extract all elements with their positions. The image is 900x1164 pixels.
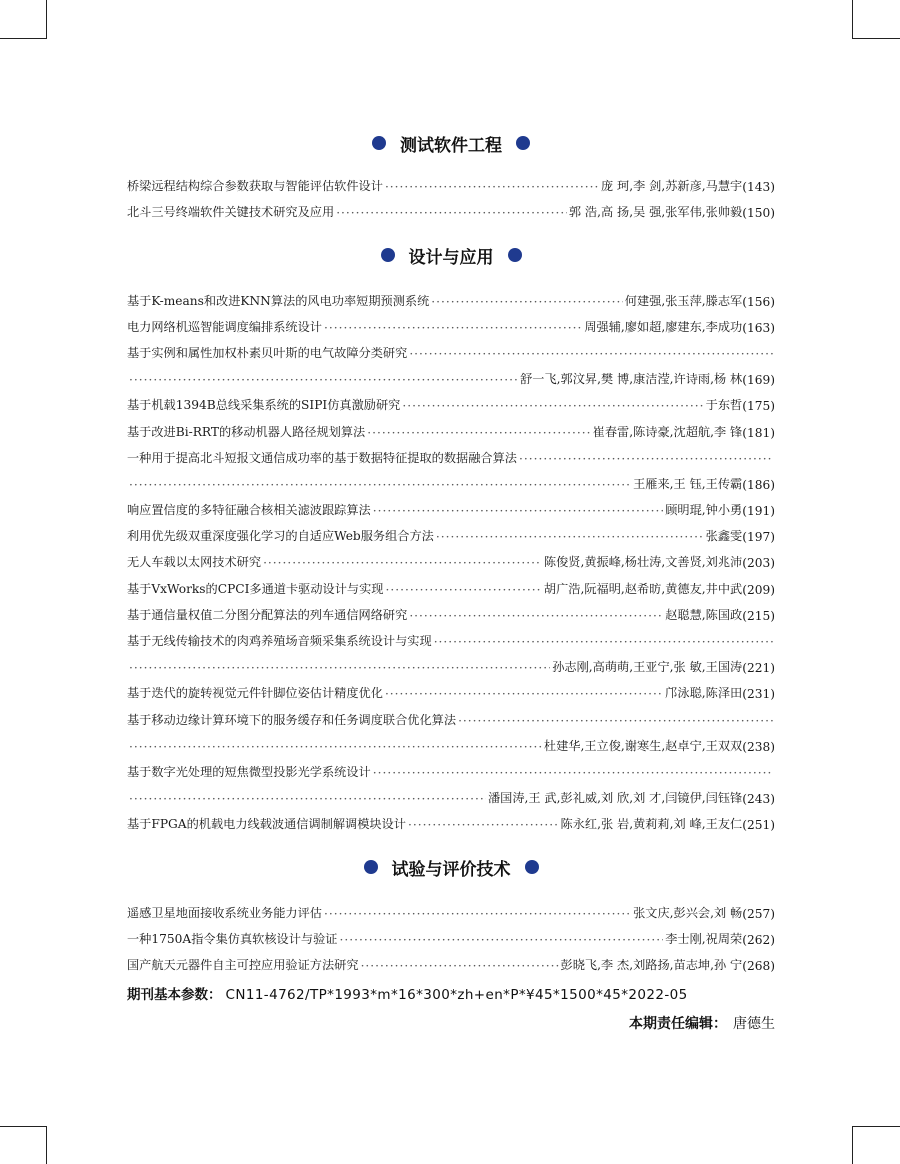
entry-page: (238) [742,739,775,754]
entry-title: 基于FPGA的机载电力线载波通信调制解调模块设计 [127,817,406,832]
entry-line [127,754,775,780]
entry-line [127,361,775,387]
entry-authors: 郭 浩,高 扬,吴 强,张军伟,张帅毅 [568,205,743,220]
toc-entry[interactable] [127,282,775,308]
entry-title: 基于K-means和改进KNN算法的风电功率短期预测系统 [127,293,430,308]
dot-leader [436,530,704,544]
dot-leader [336,206,567,220]
bullet-dot-icon [372,136,386,150]
editor-name: 唐德生 [733,1015,775,1032]
entry-authors: 王雁来,王 钰,王传霸 [633,476,743,491]
entry-line [127,518,775,544]
dot-leader [519,452,773,466]
journal-parameters-label: 期刊基本参数： [127,986,222,1003]
toc-sections [127,128,775,973]
dot-leader [408,818,559,832]
entry-title: 基于实例和属性加权朴素贝叶斯的电气故障分类研究 [127,345,408,360]
bullet-dot-icon [508,248,522,262]
crop-mark [46,0,47,38]
dot-leader [409,609,663,623]
entry-authors: 胡广浩,阮福明,赵希昉,黄德友,井中武 [543,581,743,596]
toc-entry[interactable] [127,806,775,832]
entry-title: 一种1750A指令集仿真软核设计与验证 [127,931,338,946]
entry-line [127,570,775,596]
toc-entry[interactable] [127,440,775,492]
entry-page: (163) [742,320,775,335]
crop-mark [852,1126,900,1127]
toc-entry[interactable] [127,387,775,413]
entry-authors: 顾明琨,钟小勇 [665,503,743,518]
entry-title: 无人车载以太网技术研究 [127,555,262,570]
entry-title: 一种用于提高北斗短报文通信成功率的基于数据特征提取的数据融合算法 [127,450,517,465]
entry-title: 基于数字光处理的短焦微型投影光学系统设计 [127,764,371,779]
entry-title: 基于通信量权值二分图分配算法的列车通信网络研究 [127,607,408,622]
toc-entry[interactable] [127,335,775,387]
entry-title: 国产航天元器件自主可控应用验证方法研究 [127,957,359,972]
dot-leader [373,766,773,780]
entry-title: 基于VxWorks的CPCI多通道卡驱动设计与实现 [127,581,384,596]
entry-line [127,597,775,623]
dot-leader [373,504,663,518]
entry-line [127,309,775,335]
entry-authors: 陈俊贤,黄振峰,杨壮涛,文善贤,刘兆沛 [543,555,743,570]
entry-authors: 杜建华,王立俊,谢寒生,赵卓宁,王双双 [543,738,743,753]
entry-authors: 张鑫雯 [705,529,743,544]
entry-list [127,894,775,973]
dot-leader [402,399,703,413]
journal-parameters [127,977,775,1003]
entry-page: (191) [742,504,775,519]
entry-page: (143) [742,180,775,195]
toc-entry[interactable] [127,701,775,753]
table-of-contents [127,128,775,1033]
entry-page: (186) [742,477,775,492]
entry-title: 基于移动边缘计算环境下的服务缓存和任务调度联合优化算法 [127,712,457,727]
entry-title: 利用优先级双重深度强化学习的自适应Web服务组合方法 [127,529,434,544]
entry-page: (203) [742,556,775,571]
section-title [127,240,775,270]
entry-authors: 周强辅,廖如超,廖建东,李成功 [584,319,743,334]
toc-entry[interactable] [127,492,775,518]
toc-entry[interactable] [127,754,775,806]
section-title-text: 测试软件工程 [400,135,502,156]
entry-page: (251) [742,818,775,833]
entry-line [127,544,775,570]
entry-page: (175) [742,399,775,414]
dot-leader [409,347,773,361]
crop-mark [852,1126,853,1164]
entry-line [127,806,775,832]
toc-entry[interactable] [127,570,775,596]
toc-entry[interactable] [127,921,775,947]
entry-line [127,387,775,413]
toc-entry[interactable] [127,544,775,570]
entry-list [127,168,775,220]
crop-mark [852,38,900,39]
entry-authors: 孙志刚,高萌萌,王亚宁,张 敏,王国涛 [552,660,743,675]
entry-authors: 于东哲 [705,398,743,413]
toc-entry[interactable] [127,518,775,544]
section-title-text: 设计与应用 [408,247,494,268]
entry-authors: 彭晓飞,李 杰,刘路扬,苗志坤,孙 宁 [560,957,743,972]
dot-leader [129,740,542,754]
entry-title: 基于迭代的旋转视觉元件针脚位姿估计精度优化 [127,686,383,701]
crop-mark [46,1126,47,1164]
crop-mark [0,1126,47,1127]
entry-authors: 舒一飞,郭汶昇,樊 博,康洁滢,许诗雨,杨 林 [520,372,743,387]
crop-mark [852,0,853,38]
entry-page: (181) [742,425,775,440]
entry-line [127,921,775,947]
dot-leader [129,478,631,492]
toc-entry[interactable] [127,894,775,920]
entry-page: (268) [742,958,775,973]
entry-line [127,335,775,361]
dot-leader [263,556,542,570]
dot-leader [385,180,599,194]
entry-page: (243) [742,792,775,807]
entry-title: 北斗三号终端软件关键技术研究及应用 [127,205,335,220]
entry-line [127,282,775,308]
entry-line [127,492,775,518]
crop-mark [0,38,47,39]
entry-line [127,623,775,649]
entry-page: (209) [742,582,775,597]
dot-leader [431,295,622,309]
bullet-dot-icon [516,136,530,150]
entry-title: 响应置信度的多特征融合核相关滤波跟踪算法 [127,503,371,518]
dot-leader [324,321,582,335]
entry-authors: 陈永红,张 岩,黄莉莉,刘 峰,王友仁 [560,817,743,832]
entry-title: 基于改进Bi-RRT的移动机器人路径规划算法 [127,424,366,439]
entry-page: (156) [742,294,775,309]
entry-page: (221) [742,661,775,676]
toc-entry[interactable] [127,597,775,623]
entry-list [127,282,775,832]
entry-authors: 潘国涛,王 武,彭礼威,刘 欣,刘 才,闫镜伊,闫钰锋 [487,791,743,806]
entry-page: (169) [742,373,775,388]
entry-authors: 李士刚,祝周荣 [665,931,743,946]
dot-leader [324,907,631,921]
entry-title: 基于无线传输技术的肉鸡养殖场音频采集系统设计与实现 [127,634,432,648]
entry-line [127,413,775,439]
entry-title: 桥梁远程结构综合参数获取与智能评估软件设计 [127,179,383,194]
section-title [127,128,775,158]
dot-leader [129,792,486,806]
entry-line [127,675,775,701]
entry-page: (150) [742,206,775,221]
bullet-dot-icon [364,860,378,874]
entry-page: (215) [742,608,775,623]
dot-leader [385,687,663,701]
entry-title: 电力网络机巡智能调度编排系统设计 [127,319,322,334]
entry-line [127,168,775,194]
entry-page: (231) [742,687,775,702]
entry-authors: 何建强,张玉萍,滕志军 [624,293,743,308]
entry-line [127,440,775,466]
entry-line [127,947,775,973]
entry-authors: 崔春雷,陈诗豪,沈超航,李 锋 [592,424,743,439]
toc-entry[interactable] [127,675,775,701]
dot-leader [361,959,559,973]
entry-line [127,728,775,754]
dot-leader [129,373,518,387]
toc-entry[interactable] [127,309,775,335]
toc-entry[interactable] [127,947,775,973]
entry-authors: 邝泳聪,陈泽田 [665,686,743,701]
bullet-dot-icon [525,860,539,874]
toc-entry[interactable] [127,623,775,675]
entry-page: (257) [742,906,775,921]
dot-leader [339,933,663,947]
entry-authors: 赵聪慧,陈国政 [665,607,743,622]
entry-line [127,894,775,920]
entry-authors: 庞 珂,李 剑,苏新彦,马慧宇 [600,179,743,194]
toc-entry[interactable] [127,194,775,220]
entry-line [127,649,775,675]
entry-line [127,780,775,806]
entry-page: (197) [742,530,775,545]
responsible-editor [127,1003,775,1033]
toc-entry[interactable] [127,168,775,194]
dot-leader [434,635,773,649]
journal-parameters-value: CN11-4762/TP*1993*m*16*300*zh+en*P*¥45*1500*45*2022-05 [225,986,688,1003]
editor-label: 本期责任编辑： [629,1015,727,1032]
toc-entry[interactable] [127,413,775,439]
section-title [127,852,775,882]
dot-leader [385,583,541,597]
entry-page: (262) [742,932,775,947]
entry-line [127,701,775,727]
dot-leader [367,426,590,440]
entry-line [127,466,775,492]
bullet-dot-icon [381,248,395,262]
dot-leader [458,714,773,728]
section-title-text: 试验与评价技术 [391,859,511,880]
dot-leader [129,661,550,675]
entry-title: 遥感卫星地面接收系统业务能力评估 [127,905,322,920]
entry-line [127,194,775,220]
entry-title: 基于机载1394B总线采集系统的SIPI仿真激励研究 [127,398,401,413]
entry-authors: 张文庆,彭兴会,刘 畅 [633,905,743,920]
